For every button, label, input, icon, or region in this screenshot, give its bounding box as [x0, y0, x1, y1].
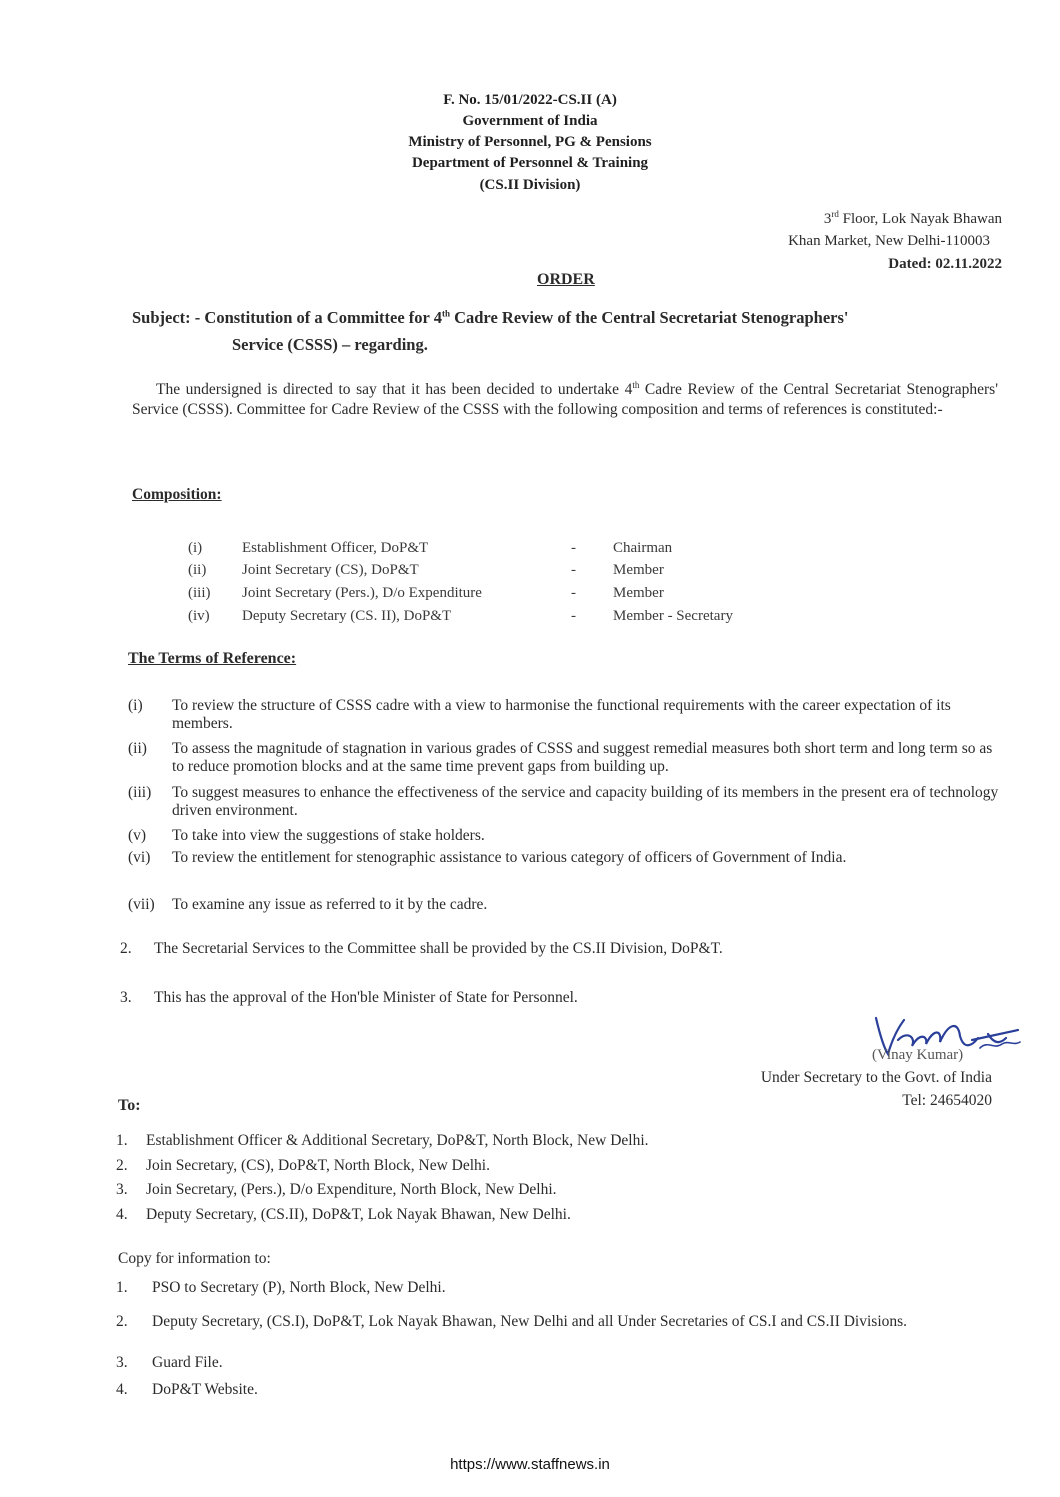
copy-item: 4. DoP&T Website. — [116, 1381, 258, 1398]
copy-item: 1. PSO to Secretary (P), North Block, New Delhi. — [116, 1279, 446, 1296]
terms-item: (vi) To review the entitlement for stenographic assistance to various category of officers of Government of India. — [128, 849, 847, 866]
government-line: Government of India — [462, 113, 598, 129]
department-line: Department of Personnel & Training — [411, 155, 649, 171]
intro-paragraph: The undersigned is directed to say that it has been decided to undertake 4th Cadre Review of the Central Secretariat Stenographers' Service (CSSS). Committee for Cadre Review of the CSSS with the following composition and terms of references is constituted:- — [132, 379, 998, 418]
copy-label: Copy for information to: — [118, 1250, 271, 1267]
terms-item: (i) To review the structure of CSSS cadre with a view to harmonise the functional requirements with the career expectation of its members. — [128, 697, 951, 732]
signatory-designation: Under Secretary to the Govt. of India — [760, 1069, 992, 1086]
terms-item: (vii) To examine any issue as referred to it by the cadre. — [128, 896, 488, 913]
signatory-name: (Vinay Kumar) — [872, 1047, 964, 1063]
footer-url[interactable]: https://www.staffnews.in — [450, 1456, 610, 1473]
terms-item: (v) To take into view the suggestions of stake holders. — [128, 827, 485, 844]
signatory-tel: Tel: 24654020 — [902, 1092, 992, 1109]
document-page: F. No. 15/01/2022-CS.II (A) Government of India Ministry of Personnel, PG & Pensions Department of Personnel & Training (CS.II Division) 3rd Floor, Lok Nayak Bhawan Khan Market, New Delhi-110003 Dated: 02.11.2022 ORDER Subject: - Constitution of a Committee for 4th Cadre Review of the Central Secretariat Stenographers' Service (CSSS) – regarding. The undersigned is directed to say that it has been decided to undertake 4th Cadre Review of the Central Secretariat Stenographers' Service (CSSS). Committee for Cadre Review of the CSSS with the following composition and terms of references is constituted:- Composition: (i) Establishment Officer, DoP&T - Chairman (ii) Joint Secretary (CS), DoP&T - Member (iii) Joint Secretary (Pers.), D/o Expenditure - Member (iv) Deputy Secretary (CS. II), DoP&T - Member - Secretary The Terms of Reference: (i) To review the structure of CSSS cadre with a view to harmonise the functional requirements with the career expectation of its members. (ii) To assess the magnitude of stagnation in various grades of CSSS and suggest remedial measures both short term and long term so as to reduce promotion blocks and at the same time prevent gaps from building up. (iii) To suggest measures to enhance the effectiveness of the service and capacity building of its members in the present era of technology driven environment. (v) To take into view the suggestions of stake holders. (vi) To review the entitlement for stenographic assistance to various category of officers of Government of India. (vii) To examine any issue as referred to it by the cadre. 2. The Secretarial Services to the Committee shall be provided by the CS.II Division, DoP&T. 3. This has the approval of the Hon'ble Minister of State for Personnel. (Vinay Kumar) Under Secretary to the Govt. of India Tel: 24654020 To: 1. Establishment Officer & Additional Secretary, DoP&T, North Block, New Delhi. 2. Join Secretary, (CS), DoP&T, North Block, New Delhi. 3. Join Secretary, (Pers.), D/o Expenditure, North Block, New Delhi. 4. Deputy Secretary, (CS.II), DoP&T, Lok Nayak Bhawan, New Delhi. Copy for information to: 1. PSO to Secretary (P), North Block, New Delhi. 2. Deputy Secretary, (CS.I), DoP&T, Lok Nayak Bhawan, New Delhi and all Under Secretaries of CS.I and CS.II Divisions. 3. Guard File. 4. DoP&T Website. https://www.staffnews.in — [0, 0, 1060, 1497]
address-line-2: Khan Market, New Delhi-110003 — [788, 233, 990, 249]
terms-heading: The Terms of Reference: — [128, 650, 297, 667]
paragraph-2: 2. The Secretarial Services to the Committee shall be provided by the CS.II Division, DoP&T. — [120, 940, 723, 957]
copy-item: 2. Deputy Secretary, (CS.I), DoP&T, Lok Nayak Bhawan, New Delhi and all Under Secretaries of CS.I and CS.II Divisions. — [116, 1313, 908, 1330]
to-item: 4. Deputy Secretary, (CS.II), DoP&T, Lok Nayak Bhawan, New Delhi. — [116, 1206, 571, 1223]
to-label: To: — [118, 1097, 141, 1114]
composition-heading: Composition: — [132, 486, 222, 503]
dated-line: Dated: 02.11.2022 — [888, 256, 1002, 272]
subject-line-1: Subject: - Constitution of a Committee for 4th Cadre Review of the Central Secretariat Stenographers' — [132, 308, 849, 327]
terms-item: (ii) To assess the magnitude of stagnation in various grades of CSSS and suggest remedial measures both short term and long term so as to reduce promotion blocks and at the same time prevent gaps from building up. — [128, 740, 993, 775]
to-item: 2. Join Secretary, (CS), DoP&T, North Block, New Delhi. — [116, 1157, 490, 1174]
ministry-line: Ministry of Personnel, PG & Pensions — [408, 134, 652, 150]
copy-item: 3. Guard File. — [116, 1354, 223, 1371]
to-item: 3. Join Secretary, (Pers.), D/o Expenditure, North Block, New Delhi. — [116, 1181, 557, 1198]
to-item: 1. Establishment Officer & Additional Secretary, DoP&T, North Block, New Delhi. — [116, 1132, 649, 1149]
terms-item: (iii) To suggest measures to enhance the effectiveness of the service and capacity building of its members in the present era of technology driven environment. — [128, 784, 999, 819]
address-line-1: 3rd Floor, Lok Nayak Bhawan — [823, 209, 1002, 227]
paragraph-3: 3. This has the approval of the Hon'ble Minister of State for Personnel. — [120, 989, 578, 1006]
file-number: F. No. 15/01/2022-CS.II (A) — [443, 92, 617, 108]
subject-line-2: Service (CSSS) – regarding. — [232, 335, 428, 354]
division-line: (CS.II Division) — [479, 177, 581, 193]
order-title: ORDER — [537, 271, 595, 288]
